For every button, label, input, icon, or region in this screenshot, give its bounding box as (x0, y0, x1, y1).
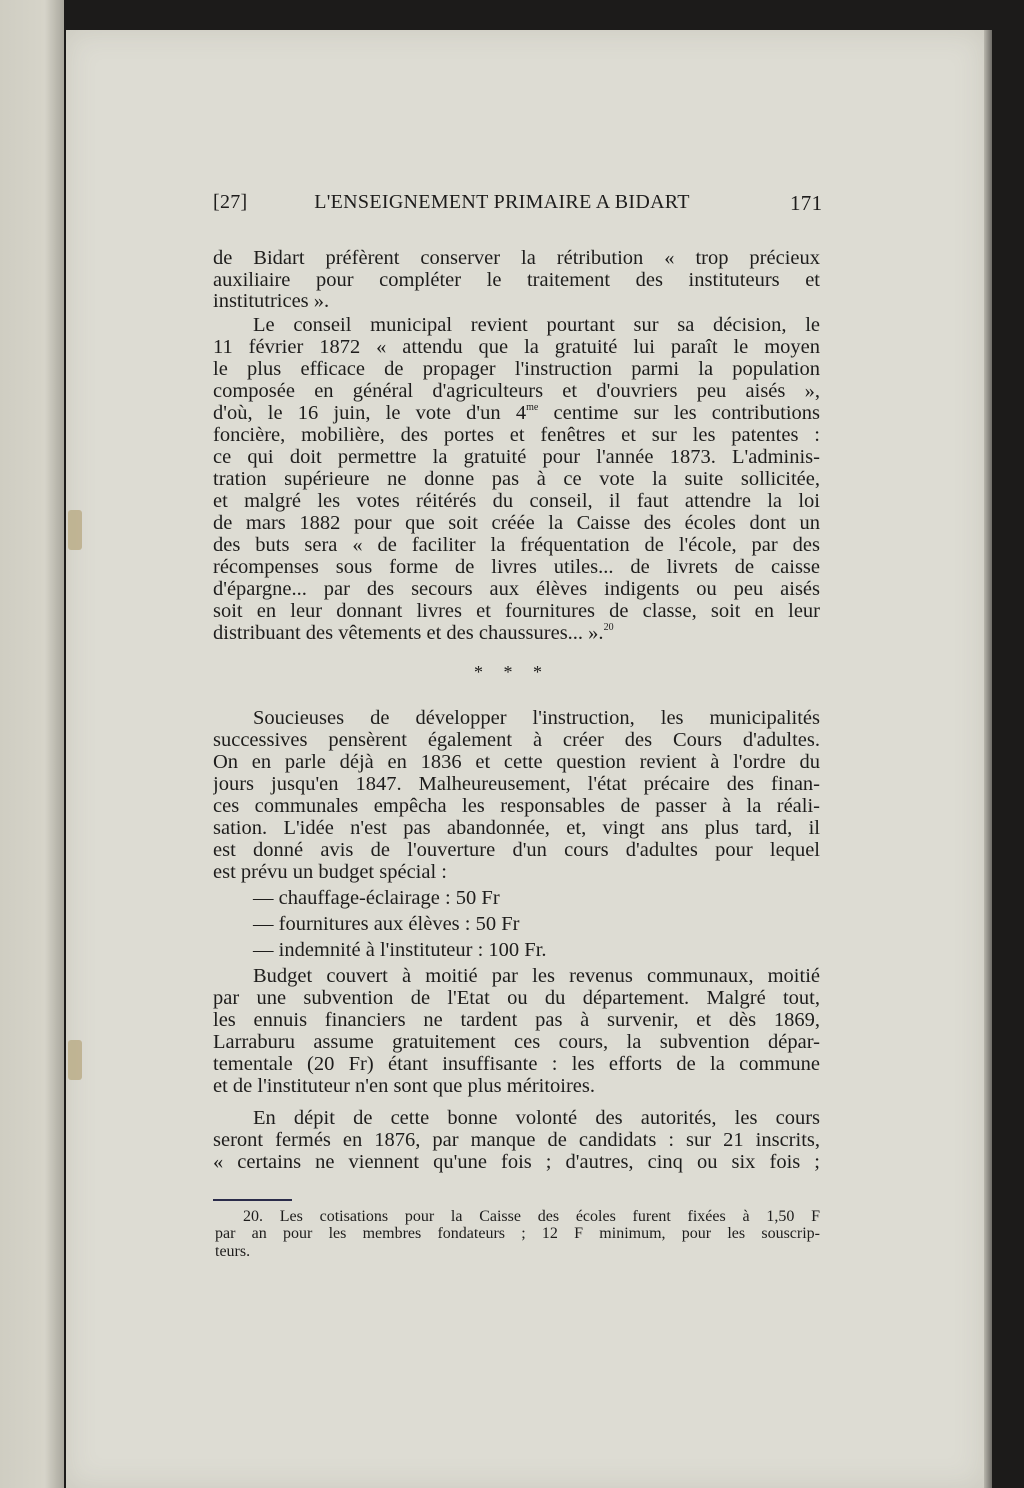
text-line (213, 512, 820, 534)
budget-list-item (253, 887, 500, 909)
text-line (213, 1053, 820, 1075)
text-run: ce qui doit permettre la gratuité pour l'année 1873. L'adminis- (213, 446, 820, 468)
text-line (213, 1107, 820, 1129)
footnote-reference: 20 (603, 622, 614, 633)
text-line (213, 965, 820, 987)
text-line (213, 1151, 820, 1173)
text-line (213, 446, 820, 468)
text-line (213, 247, 820, 269)
text-line (213, 795, 820, 817)
text-run: les ennuis financiers ne tardent pas à survenir, et dès 1869, (213, 1009, 820, 1031)
text-run: composée en général d'agriculteurs et d'ouvriers peu aisés », (213, 380, 820, 402)
text-run: « certains ne viennent qu'une fois ; d'autres, cinq ou six fois ; (213, 1151, 820, 1173)
footnote-line: teurs. (215, 1243, 251, 1260)
text-line (213, 861, 820, 883)
text-line (213, 468, 820, 490)
running-head-section: [27] (213, 191, 248, 213)
text-line (213, 1031, 820, 1053)
text-line (213, 1075, 820, 1097)
text-run: par une subvention de l'Etat ou du département. Malgré tout, (213, 987, 820, 1009)
text-run: successives pensèrent également à créer des Cours d'adultes. (213, 729, 820, 751)
text-run: Budget couvert à moitié par les revenus communaux, moitié (253, 965, 820, 987)
text-line (213, 773, 820, 795)
text-line (213, 817, 820, 839)
text-line (213, 269, 820, 291)
text-line (213, 490, 820, 512)
text-line (213, 534, 820, 556)
text-run: — chauffage-éclairage : 50 Fr (253, 887, 500, 909)
text-run: est prévu un budget spécial : (213, 861, 447, 883)
binding-tab (68, 1040, 82, 1080)
text-run: institutrices ». (213, 290, 330, 312)
footnote-line: par an pour les membres fondateurs ; 12 F minimum, pour les souscrip- (215, 1225, 820, 1242)
text-run: d'épargne... par des secours aux élèves indigents ou peu aisés (213, 578, 820, 600)
text-run: 11 février 1872 « attendu que la gratuité lui paraît le moyen (213, 336, 820, 358)
text-run: Soucieuses de développer l'instruction, les municipalités (253, 707, 820, 729)
text-line (213, 336, 820, 358)
text-line (213, 707, 820, 729)
text-line (213, 314, 820, 336)
text-run: est donné avis de l'ouverture d'un cours d'adultes pour lequel (213, 839, 820, 861)
budget-list-item (253, 913, 519, 935)
text-run: Larraburu assume gratuitement ces cours, la subvention dépar- (213, 1031, 820, 1053)
budget-list-item (253, 939, 547, 961)
section-separator: * * * (474, 662, 550, 682)
text-run: On en parle déjà en 1836 et cette question revient à l'ordre du (213, 751, 820, 773)
footnote-line: 20. Les cotisations pour la Caisse des écoles furent fixées à 1,50 F (243, 1208, 820, 1225)
text-line (213, 751, 820, 773)
text-run: — fournitures aux élèves : 50 Fr (253, 913, 520, 935)
text-line (213, 1009, 820, 1031)
text-run: soit en leur donnant livres et fournitures de classe, soit en leur (213, 600, 820, 622)
text-run: En dépit de cette bonne volonté des autorités, les cours (253, 1107, 820, 1129)
text-line (213, 839, 820, 861)
page-stack-edge (984, 30, 992, 1488)
text-line (213, 578, 820, 600)
text-line (213, 600, 820, 622)
text-run: et de l'instituteur n'en sont que plus méritoires. (213, 1075, 596, 1097)
text-run: foncière, mobilière, des portes et fenêtres et sur les patentes : (213, 424, 820, 446)
text-run: centime sur les contributions (538, 402, 820, 424)
text-line (213, 556, 820, 578)
text-run: de Bidart préfèrent conserver la rétribution « trop précieux (213, 247, 820, 269)
text-line (213, 987, 820, 1009)
text-run: de mars 1882 pour que soit créée la Caisse des écoles dont un (213, 512, 820, 534)
text-run: auxiliaire pour compléter le traitement des instituteurs et (213, 269, 820, 291)
text-run: seront fermés en 1876, par manque de candidats : sur 21 inscrits, (213, 1129, 820, 1151)
text-run: le plus efficace de propager l'instruction parmi la population (213, 358, 820, 380)
text-run: récompenses sous forme de livres utiles... de livrets de caisse (213, 556, 820, 578)
text-run: distribuant des vêtements et des chaussures... ». (213, 622, 604, 644)
text-line (213, 424, 820, 446)
text-line (213, 402, 820, 424)
superscript: me (526, 402, 539, 413)
running-head-title: L'ENSEIGNEMENT PRIMAIRE A BIDART (314, 191, 690, 213)
text-run: d'où, le 16 juin, le vote d'un 4 (213, 402, 527, 424)
text-line (213, 380, 820, 402)
text-line (213, 622, 820, 644)
text-run: des buts sera « de faciliter la fréquentation de l'école, par des (213, 534, 820, 556)
text-run: tementale (20 Fr) étant insuffisante : les efforts de la commune (213, 1053, 820, 1075)
text-run: tration supérieure ne donne pas à ce vote la suite sollicitée, (213, 468, 820, 490)
text-line (213, 290, 820, 312)
text-run: jours jusqu'en 1847. Malheureusement, l'état précaire des finan- (213, 773, 820, 795)
facing-page-edge (0, 0, 64, 1488)
text-run: sation. L'idée n'est pas abandonnée, et, vingt ans plus tard, il (213, 817, 820, 839)
text-line (213, 358, 820, 380)
text-run: et malgré les votes réitérés du conseil, il faut attendre la loi (213, 490, 820, 512)
text-run: Le conseil municipal revient pourtant sur sa décision, le (253, 314, 820, 336)
text-run: ces communales empêcha les responsables de passer à la réali- (213, 795, 820, 817)
binding-tab (68, 510, 82, 550)
page-number: 171 (790, 191, 823, 215)
text-line (213, 1129, 820, 1151)
text-run: — indemnité à l'instituteur : 100 Fr. (253, 939, 547, 961)
text-line (213, 729, 820, 751)
footnote-rule (213, 1199, 292, 1201)
